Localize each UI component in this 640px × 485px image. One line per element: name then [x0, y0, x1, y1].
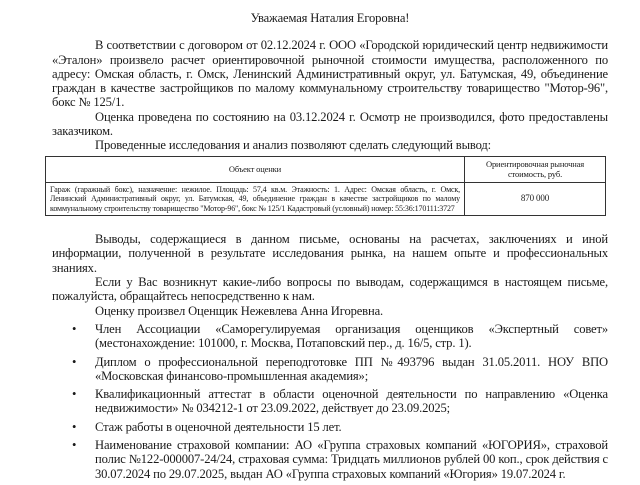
bullet-icon: • [72, 354, 77, 369]
paragraph-valuation-date: Оценка проведена по состоянию на 03.12.2024 г. Осмотр не производился, фото предоставлены заказчиком. [52, 109, 608, 139]
list-item-text: Член Ассоциации «Саморегулируемая организация оценщиков «Экспертный совет» (местонахождение: 101000, г. Москва, Потаповский пер., д. 16/5, стр. 1). [95, 321, 608, 351]
paragraph-conclusions: Выводы, содержащиеся в данном письме, основаны на расчетах, заключениях и иной информации, полученной в результате исследования рынка, на нашем опыте и профессиональных знаниях. [52, 232, 608, 275]
paragraph-questions: Если у Вас возникнут какие-либо вопросы по выводам, содержащимся в настоящем письме, пожалуйста, обращайтесь непосредственно к нам. [52, 275, 608, 304]
header-value: Ориентировочная рыночная стоимость, руб. [465, 156, 606, 182]
table-header-row [46, 156, 606, 182]
bullet-icon: • [72, 419, 77, 434]
list-item [72, 438, 608, 481]
paragraph-conclusion-intro: Проведенные исследования и анализ позволяют сделать следующий вывод: [95, 138, 491, 153]
paragraph-appraiser: Оценку произвел Оценщик Нежевлева Анна Игоревна. [95, 303, 384, 318]
list-item-text: Наименование страховой компании: АО «Группа страховых компаний «ЮГОРИЯ», страховой полис №122-000007-24/24, страховая сумма: Тридцать миллионов рублей 00 коп., срок действия с 30.07.2024 по 29.07.2025, выдан АО «Группа страховых компаний «Югория» 19.07.2024 г. [95, 438, 608, 481]
appraiser-details-list [52, 322, 608, 481]
list-item [72, 354, 608, 384]
greeting-title: Уважаемая Наталия Егоровна! [250, 11, 410, 25]
bullet-icon: • [72, 387, 77, 402]
valuation-table [45, 156, 606, 217]
table-row [46, 182, 606, 216]
cell-value: 870 000 [465, 182, 606, 216]
header-object: Объект оценки [46, 156, 465, 182]
list-item [72, 419, 608, 434]
list-item [72, 321, 608, 351]
list-item-text: Квалификационный аттестат в области оценочной деятельности по направлению «Оценка недвижимости» № 034212-1 от 23.09.2022, действует до 23.09.2025; [95, 387, 608, 416]
bullet-icon: • [72, 438, 77, 453]
list-item-text: Стаж работы в оценочной деятельности 15 лет. [95, 419, 342, 434]
cell-object: Гараж (гаражный бокс), назначение: нежилое. Площадь: 57,4 кв.м. Этажность: 1. Адрес: Омская область, г. Омск, Ленинский Административный округ, ул. Батумская, 49, объединение граждан в качестве застройщиков по малому коммунальному строительству товарищество "Мотор-96", бокс № 125/1 Кадастровый (условный) номер: 55:36:170111:3727 [46, 182, 465, 216]
list-item-text: Диплом о профессиональной переподготовке ПП №493796 выдан 31.05.2011. НОУ ВПО «Московская финансово-промышленная академия»; [95, 354, 608, 383]
bullet-icon: • [72, 321, 77, 336]
letter-document [52, 11, 608, 485]
list-item [72, 387, 608, 416]
paragraph-contract: В соответствии с договором от 02.12.2024 г. ООО «Городской юридический центр недвижимости «Эталон» произвело расчет ориентировочной рыночной стоимости имущества, расположенного по адресу: Омская область, г. Омск, Ленинский Административный округ, ул. Батумская, 49, объединение граждан в качестве застройщиков по малому коммунальному строительству товарищество "Мотор-96", бокс № 125/1. [52, 38, 608, 110]
